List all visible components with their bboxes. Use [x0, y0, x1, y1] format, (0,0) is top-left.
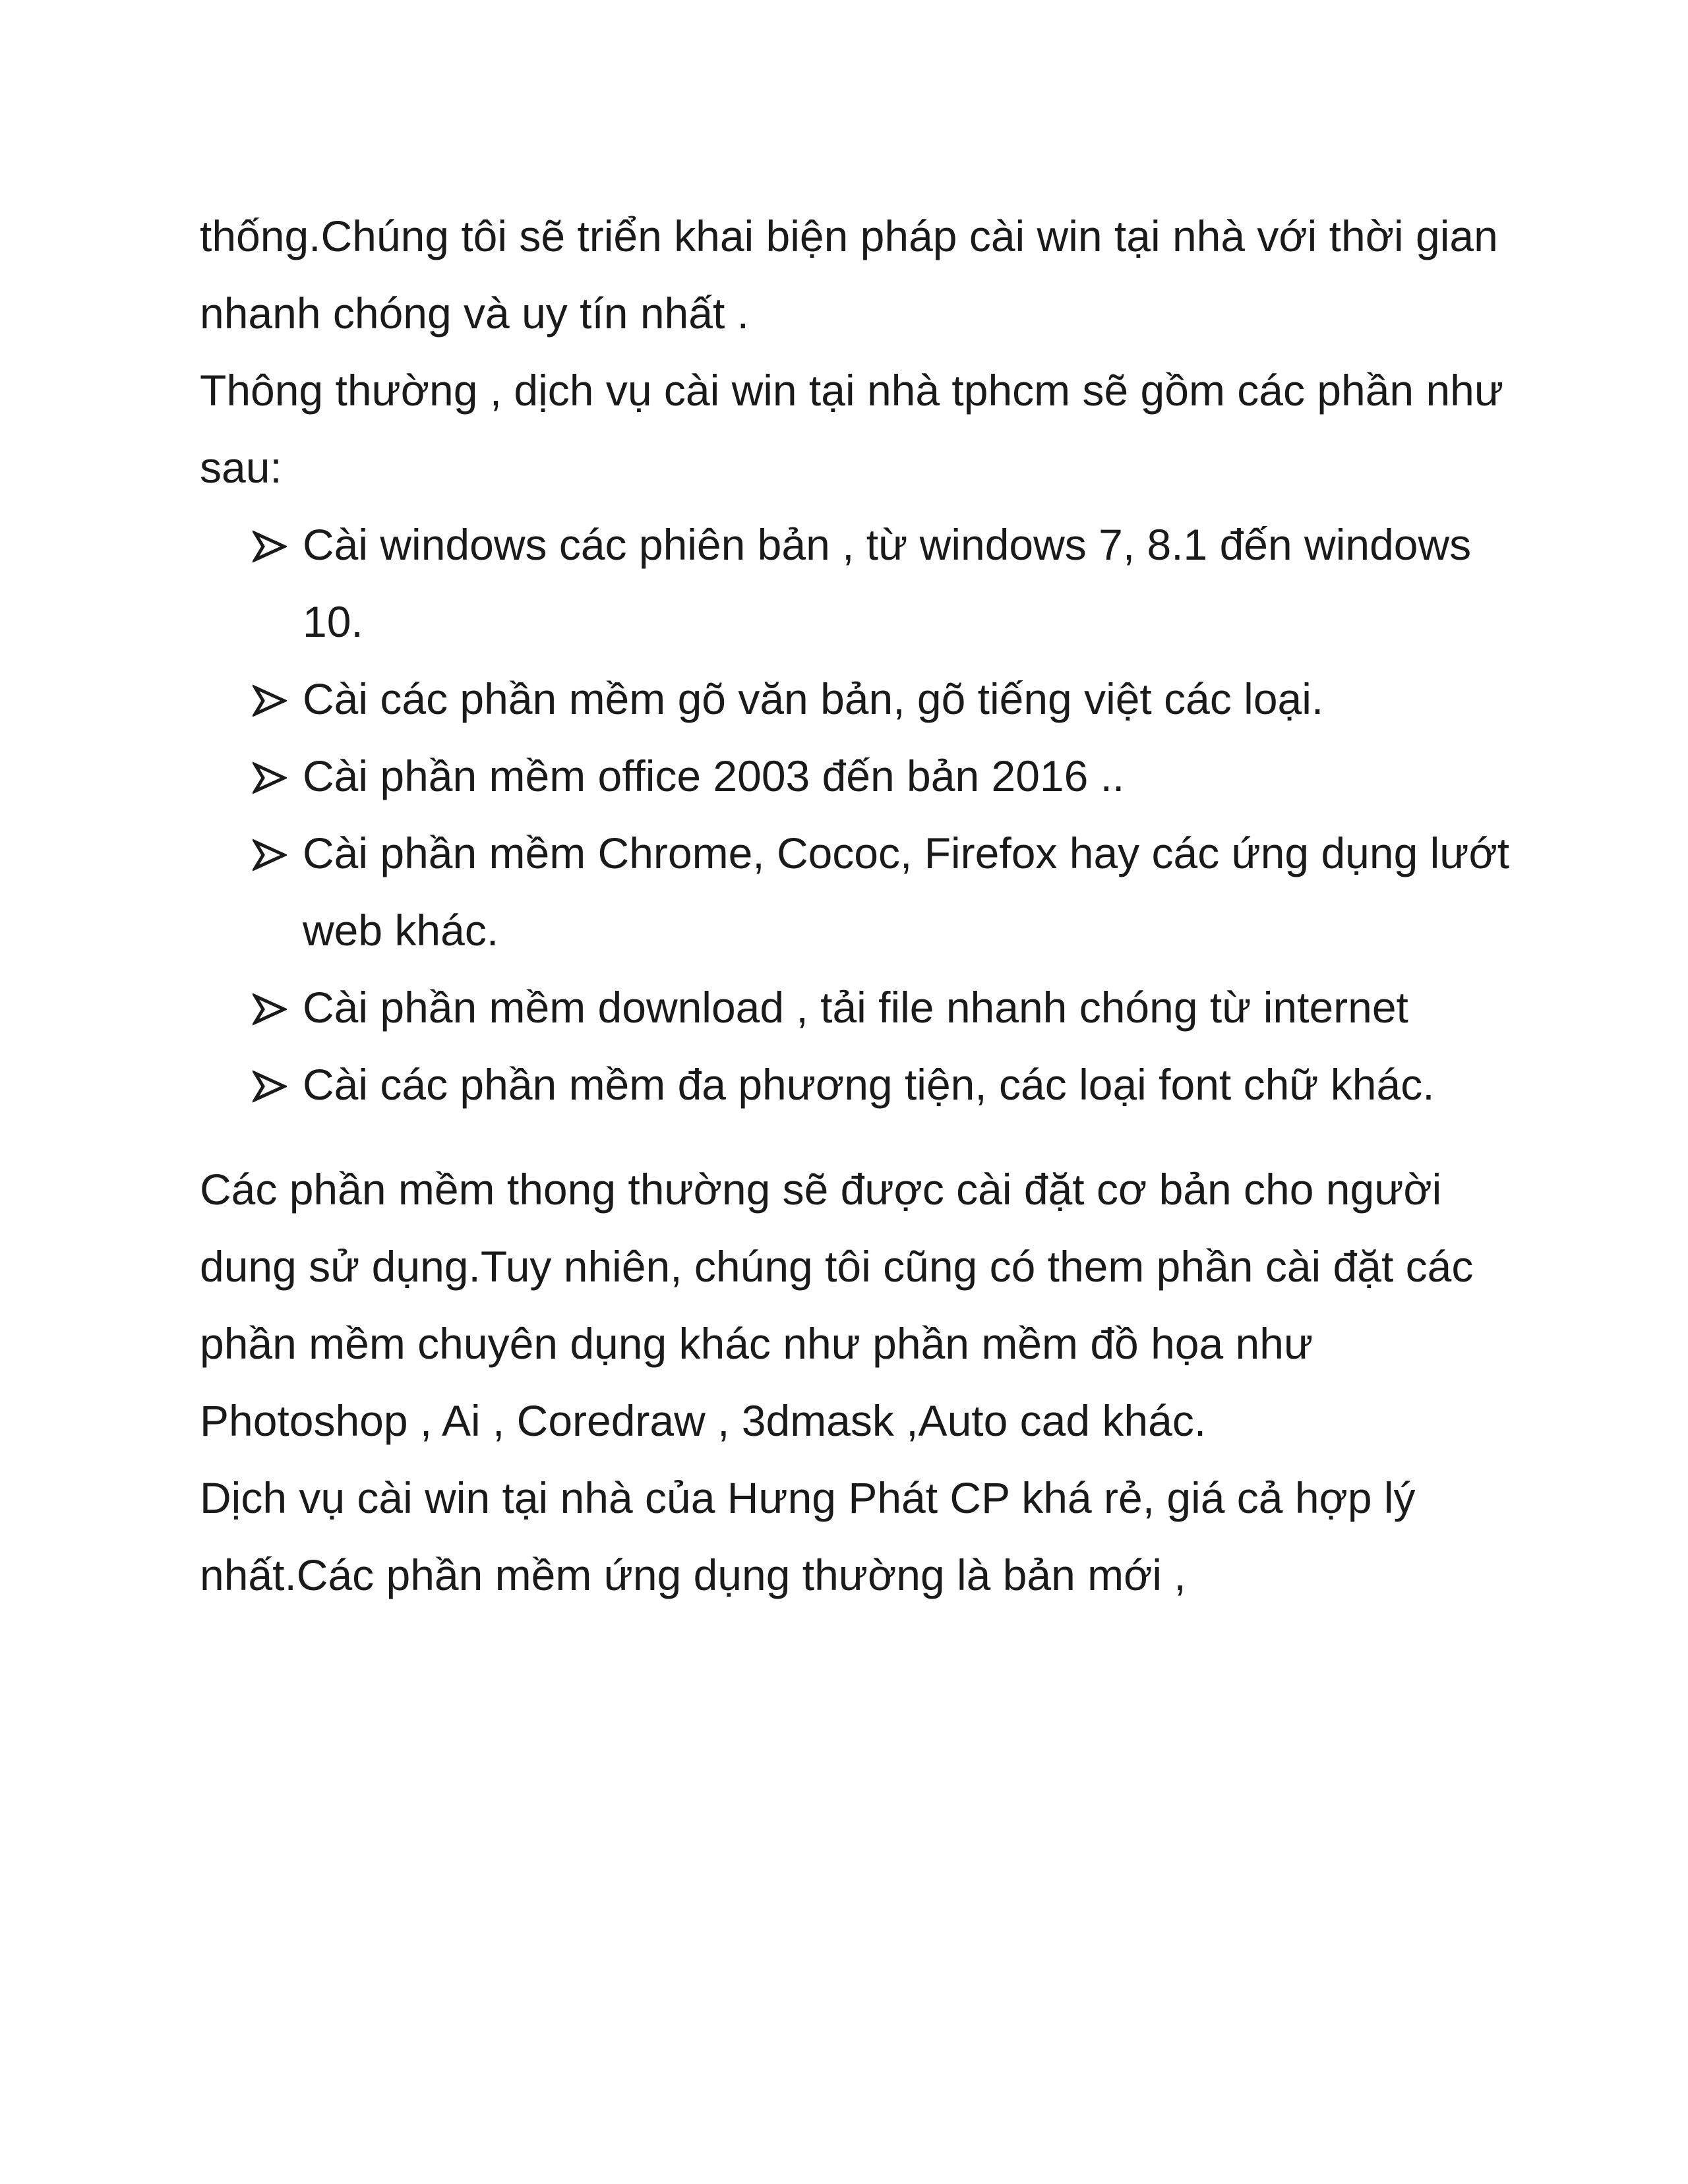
paragraph-intro-1: thống.Chúng tôi sẽ triển khai biện pháp cài win tại nhà với thời gian nhanh chóng và uy tín nhất . — [200, 212, 1498, 338]
arrowhead-bullet-icon — [253, 992, 287, 1026]
arrowhead-bullet-icon — [253, 761, 287, 795]
list-item-text: Cài phần mềm Chrome, Cococ, Firefox hay các ứng dụng lướt web khác. — [303, 829, 1510, 955]
list-item — [200, 506, 1512, 661]
arrowhead-bullet-icon — [253, 838, 287, 872]
list-item-text: Cài các phần mềm gõ văn bản, gõ tiếng việt các loại. — [303, 674, 1324, 723]
list-item — [200, 815, 1512, 969]
paragraph-outro-2: Dịch vụ cài win tại nhà của Hưng Phát CP khá rẻ, giá cả hợp lý nhất.Các phần mềm ứng dụng thường là bản mới , — [200, 1473, 1416, 1599]
list-item — [200, 969, 1512, 1046]
arrowhead-bullet-icon — [253, 529, 287, 564]
paragraph-intro-2: Thông thường , dịch vụ cài win tại nhà tphcm sẽ gồm các phần như sau: — [200, 366, 1504, 492]
paragraph-outro-1: Các phần mềm thong thường sẽ được cài đặt cơ bản cho người dung sử dụng.Tuy nhiên, chúng tôi cũng có them phần cài đặt các phần mềm chuyên dụng khác như phần mềm đồ họa như Photoshop , Ai , Coredraw , 3dmask ,Auto cad khác. — [200, 1165, 1474, 1445]
list-item-text: Cài phần mềm download , tải file nhanh chóng từ internet — [303, 983, 1408, 1032]
list-item-text: Cài các phần mềm đa phương tiện, các loại font chữ khác. — [303, 1060, 1435, 1109]
arrowhead-bullet-icon — [253, 1069, 287, 1104]
bullet-list — [200, 506, 1512, 1123]
arrowhead-bullet-icon — [253, 684, 287, 718]
list-item-text: Cài phần mềm office 2003 đến bản 2016 .. — [303, 752, 1125, 800]
document-body — [200, 198, 1512, 1614]
list-item — [200, 738, 1512, 815]
list-item — [200, 1046, 1512, 1123]
list-item-text: Cài windows các phiên bản , từ windows 7, 8.1 đến windows 10. — [303, 520, 1472, 646]
list-item — [200, 661, 1512, 738]
